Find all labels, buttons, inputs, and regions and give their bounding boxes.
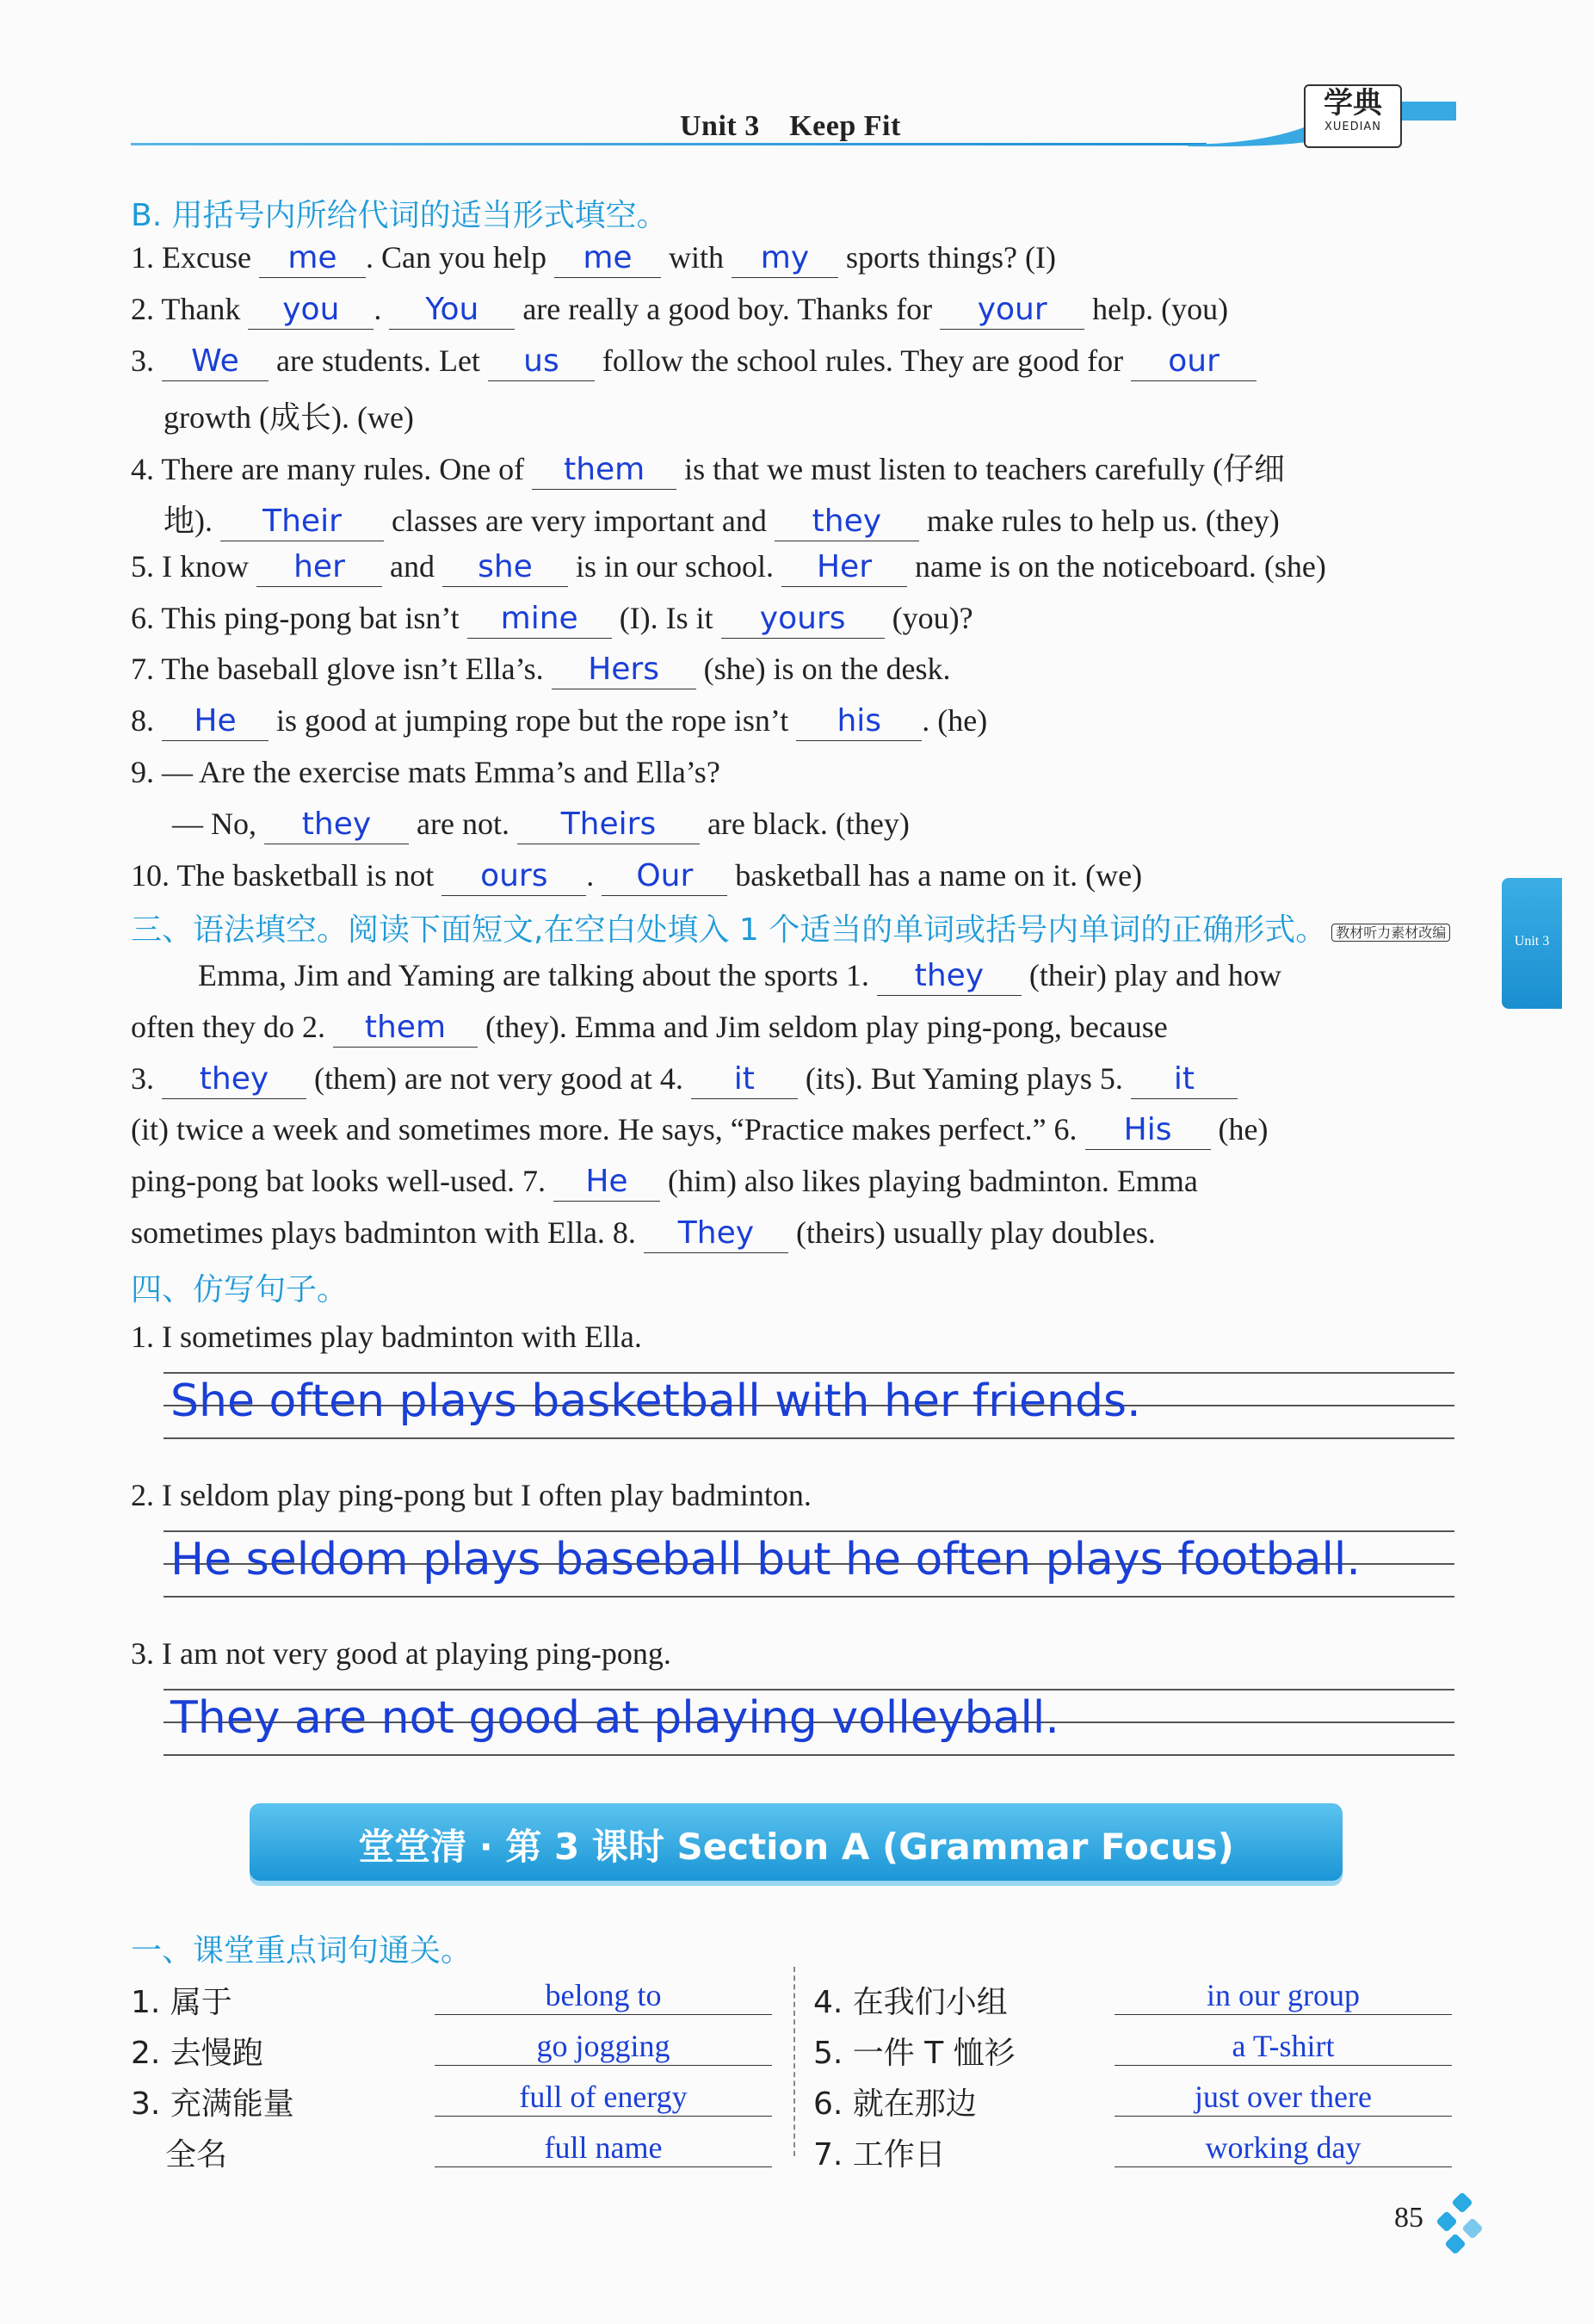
vocab-answer: full name: [435, 2129, 772, 2167]
text-run: are students. Let: [269, 343, 488, 378]
unit-side-tab: Unit 3: [1502, 878, 1562, 1009]
vocab-label: 5. 一件 T 恤衫: [813, 2036, 1016, 2071]
vocab-label: 3. 充满能量: [131, 2086, 294, 2122]
answer-blank: He: [553, 1163, 660, 1202]
text-run: (it) twice a week and sometimes more. He says, “Practice makes perfect.” 6.: [131, 1112, 1085, 1147]
answer-blank: Theirs: [517, 806, 700, 844]
text-run: and: [382, 548, 442, 584]
answer-blank: yours: [721, 600, 885, 639]
answer-blank: Our: [602, 857, 727, 896]
handwritten-answer: They are not good at playing volleyball.: [170, 1692, 1059, 1744]
vocab-label: 1. 属于: [131, 1985, 232, 2020]
column-divider: [793, 1967, 795, 2156]
text-run: 4. There are many rules. One of: [131, 452, 533, 487]
running-header: Unit 3 Keep Fit: [680, 110, 901, 142]
text-run: 9. — Are the exercise mats Emma’s and Ella’s?: [131, 755, 720, 789]
text-run: 10. The basketball is not: [131, 857, 442, 893]
answer-blank: Her: [781, 548, 907, 587]
text-run: 2. Thank: [131, 291, 249, 326]
writing-line: [164, 1689, 1454, 1690]
text-run: (him) also likes playing badminton. Emma: [659, 1164, 1198, 1199]
section-b-line: [131, 600, 973, 639]
answer-blank: them: [333, 1009, 478, 1048]
writing-line: [164, 1437, 1454, 1439]
text-run: (I). Is it: [611, 600, 721, 635]
answer-blank: it: [691, 1060, 798, 1099]
passage-line: [131, 1060, 1238, 1099]
answer-blank: her: [256, 548, 382, 587]
answer-blank: they: [775, 503, 919, 541]
answer-blank: He: [162, 702, 269, 741]
vocab-answer: just over there: [1114, 2078, 1452, 2117]
vocab-label: 6. 就在那边: [813, 2086, 977, 2122]
answer-blank: you: [248, 291, 374, 330]
page-number: 85: [1394, 2202, 1423, 2234]
section-b-line: [131, 239, 1056, 278]
text-run: . (he): [922, 703, 988, 739]
text-run: basketball has a name on it. (we): [727, 857, 1143, 893]
lesson-banner-text: 堂堂清 · 第 3 课时 Section A (Grammar Focus): [358, 1826, 1234, 1868]
text-run: follow the school rules. They are good for: [594, 343, 1132, 378]
text-run: (them) are not very good at 4.: [306, 1060, 691, 1096]
text-run: (he): [1210, 1112, 1269, 1147]
text-run: 1. Excuse: [131, 240, 259, 275]
vocab-answer: go jogging: [435, 2027, 772, 2066]
text-run: are really a good boy. Thanks for: [515, 291, 941, 326]
text-run: 3.: [131, 343, 162, 378]
section-b-line: [131, 548, 1326, 587]
answer-blank: his: [796, 702, 922, 741]
text-run: (she) is on the desk.: [695, 652, 951, 687]
text-run: (they). Emma and Jim seldom play ping-pong, because: [477, 1009, 1168, 1044]
answer-blank: they: [162, 1060, 306, 1099]
answer-blank: We: [162, 343, 269, 381]
section-b-line: [131, 857, 1142, 896]
section-b-line: [164, 393, 414, 437]
answer-blank: they: [264, 806, 409, 844]
vocab-answer: working day: [1114, 2129, 1452, 2167]
text-run: . Can you help: [365, 240, 554, 275]
header-rule: [131, 143, 1207, 145]
text-run: 8.: [131, 703, 162, 739]
text-run: make rules to help us. (they): [918, 504, 1280, 538]
answer-blank: they: [877, 957, 1022, 996]
writing-line: [164, 1596, 1454, 1598]
answer-blank: ours: [441, 857, 586, 896]
text-run: with: [660, 240, 732, 275]
model-sentence: 3. I am not very good at playing ping-pong.: [131, 1636, 671, 1671]
vocab-answer: full of energy: [435, 2078, 772, 2117]
text-run: sometimes plays badminton with Ella. 8.: [131, 1215, 644, 1250]
text-run: is good at jumping rope but the rope isn’t: [269, 703, 797, 739]
text-run: is in our school.: [567, 548, 781, 584]
passage-line: [131, 1215, 1156, 1253]
passage-line: [131, 1009, 1168, 1048]
answer-blank: us: [488, 343, 595, 381]
passage-line: [198, 957, 1281, 996]
answer-blank: it: [1131, 1060, 1238, 1099]
text-run: 6. This ping-pong bat isn’t: [131, 600, 467, 635]
text-run: classes are very important and: [384, 504, 775, 538]
handwritten-answer: She often plays basketball with her friends.: [170, 1375, 1141, 1427]
text-run: .: [586, 857, 602, 893]
vocab-label: 7. 工作日: [813, 2137, 946, 2173]
handwritten-answer: He seldom plays baseball but he often plays football.: [170, 1534, 1361, 1585]
writing-line: [164, 1530, 1454, 1532]
answer-blank: our: [1131, 343, 1256, 381]
text-run: (you)?: [884, 600, 973, 635]
vocab-label: 4. 在我们小组: [813, 1985, 1008, 2020]
text-run: .: [374, 291, 390, 326]
section-b-title: B. 用括号内所给代词的适当形式填空。: [131, 198, 668, 233]
section-3-title: 三、语法填空。阅读下面短文,在空白处填入 1 个适当的单词或括号内单词的正确形式。 教材听力素材改编: [131, 905, 1450, 949]
text-run: ping-pong bat looks well-used. 7.: [131, 1164, 553, 1199]
passage-line: [131, 1163, 1198, 1202]
section-b-line: [131, 754, 720, 790]
vocab-answer: in our group: [1114, 1976, 1452, 2015]
vocab-label: 2. 去慢跑: [131, 2036, 263, 2071]
answer-blank: Their: [220, 503, 384, 541]
text-run: Emma, Jim and Yaming are talking about the sports 1.: [198, 958, 877, 992]
section-b-line: [131, 343, 1256, 381]
section-b-line: [131, 445, 1285, 490]
answer-blank: my: [732, 239, 838, 278]
text-run: sports things? (I): [837, 240, 1056, 275]
text-run: name is on the noticeboard. (she): [906, 548, 1326, 584]
answer-blank: she: [442, 548, 568, 587]
text-run: often they do 2.: [131, 1009, 333, 1044]
text-run: (their) play and how: [1021, 958, 1281, 992]
answer-blank: them: [532, 451, 676, 490]
text-run: — No,: [172, 806, 264, 841]
writing-line: [164, 1754, 1454, 1756]
answer-blank: mine: [467, 600, 612, 639]
text-run: (its). But Yaming plays 5.: [797, 1060, 1131, 1096]
passage-line: [131, 1111, 1269, 1150]
section-b-line: [164, 497, 1280, 541]
text-run: are not.: [409, 806, 517, 841]
answer-blank: me: [554, 239, 661, 278]
text-run: 5. I know: [131, 548, 256, 584]
vocab-label: 全名: [165, 2137, 228, 2173]
text-run: growth (成长). (we): [164, 400, 414, 436]
model-sentence: 1. I sometimes play badminton with Ella.: [131, 1320, 642, 1354]
vocab-answer: belong to: [435, 1976, 772, 2015]
section-b-line: [131, 651, 951, 689]
text-run: 地).: [164, 504, 220, 538]
answer-blank: You: [389, 291, 515, 330]
vocab-answer: a T-shirt: [1114, 2027, 1452, 2066]
section-3-tag: 教材听力素材改编: [1331, 924, 1450, 942]
text-run: 7. The baseball glove isn’t Ella’s.: [131, 652, 552, 687]
model-sentence: 2. I seldom play ping-pong but I often play badminton.: [131, 1478, 812, 1512]
section-b-line: [172, 806, 910, 844]
text-run: is that we must listen to teachers carefully (仔细: [676, 452, 1285, 487]
section-4-title: 四、仿写句子。: [131, 1272, 349, 1307]
section-1-title: 一、课堂重点词句通关。: [131, 1933, 472, 1969]
answer-blank: Hers: [552, 651, 696, 689]
text-run: (theirs) usually play doubles.: [787, 1215, 1156, 1250]
brand-logo: 学典 XUEDIAN: [1304, 84, 1402, 148]
text-run: 3.: [131, 1060, 162, 1096]
section-b-line: [131, 702, 987, 741]
answer-blank: They: [644, 1215, 788, 1253]
writing-line: [164, 1372, 1454, 1374]
text-run: are black. (they): [699, 806, 910, 841]
answer-blank: your: [940, 291, 1084, 330]
section-b-line: [131, 291, 1228, 330]
text-run: help. (you): [1084, 291, 1229, 326]
answer-blank: me: [259, 239, 366, 278]
answer-blank: His: [1085, 1111, 1211, 1150]
